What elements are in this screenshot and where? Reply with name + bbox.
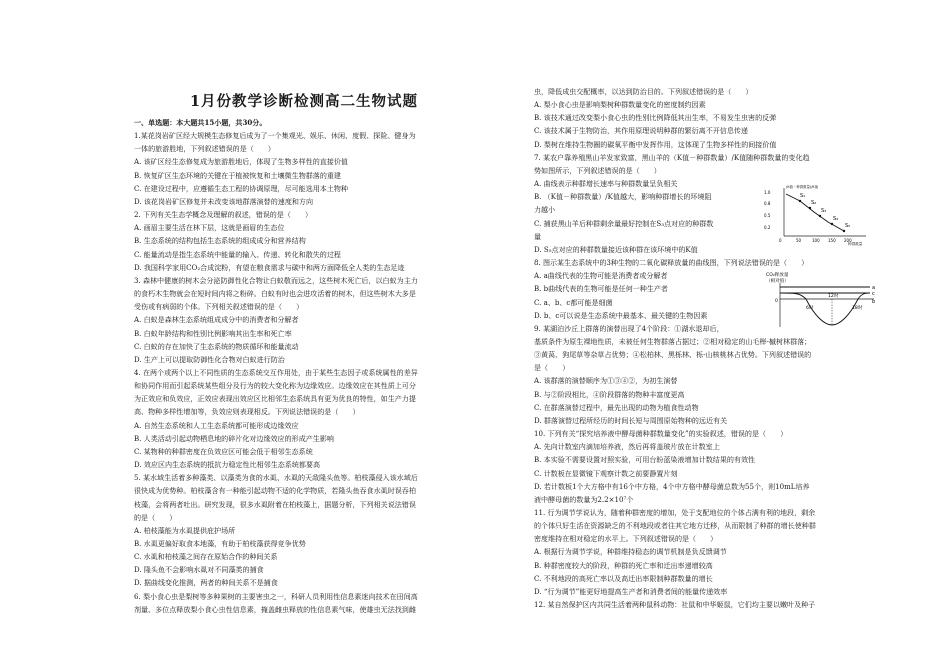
text-line: A. 该群落的演替顺序为①③④②，为初生演替 [534, 376, 678, 386]
label-s4: S₄ [833, 216, 839, 222]
text-line: 的食朽木生物就会在短时间内将之粉碎。白蚁有时也会进攻活着的树木，但这些树木大多是 [134, 289, 416, 299]
page-title: 1月份教学诊断检测高二生物试题 [189, 93, 419, 110]
text-line: A. 该矿区经生态修复成为旅游胜地后，体现了生物多样性的直接价值 [134, 157, 348, 167]
xtick-4: 200 [844, 238, 852, 243]
text-line: B. 种群密度较大的阶段，种群的死亡率和迁出率递增较高 [534, 560, 713, 570]
text-line: 为正效应和负效应，正效应表现出效应区比相邻生态系统具有更为优良的特性，如生产力提 [134, 394, 416, 404]
text-line: 7. 某农户靠养殖黑山羊发家致富，黑山羊的（K值－种群数量）/K值随种群数量的变化趋 [534, 152, 810, 162]
time-12: 12时 [828, 294, 839, 299]
text-line: 10. 下列有关“探究培养液中酵母菌种群数量变化”的实验叙述，错误的是（ ） [534, 429, 788, 439]
question-8-text [534, 243, 878, 269]
text-line: A. 先向计数室内滴加培养液，然后再将盖玻片放在计数室上 [534, 442, 720, 452]
text-line: B. b曲线代表的生物可能是任何一种生产者 [534, 284, 668, 294]
text-line: 11. 行为调节学说认为，随着种群密度的增加，处于支配地位的个体占满有利的地段，剩余 [534, 508, 816, 517]
text-line: A. 柏枝藻能为水虱提供庇护场所 [134, 525, 236, 535]
text-line: 一、单选题：本大题共15小题，共30分。 [134, 118, 267, 127]
text-line: 基质条件为原生裸地性质，未被任何生物群落占据过；②相对稳定的山毛榉-槭树林群落； [534, 336, 812, 346]
text-line: 高、物种多样性增加等，负效应则表现相反。下列说法错误的是（ ） [134, 407, 360, 417]
text-line: 5. 某水域生活着多种藻类、以藻类为食的水虱、水虱的天敌隆头鱼等。柏枝藻侵入该水域后 [134, 473, 418, 483]
text-line: 液中酵母菌的数量为2.2×10⁷个 [534, 494, 634, 504]
text-line: B. （K值－种群数量）/K值越大，影响种群增长的环境阻 [534, 192, 712, 202]
text-line: D. “行为调节”能更好地提高生产者和消费者间的能量传递效率 [534, 586, 728, 596]
text-line: 8. 图示某生态系统中的3种生物的二氧化碳释放量的曲线图，下列说法错误的是（ ） [534, 258, 809, 268]
time-6: 6时 [806, 306, 814, 311]
text-line: D. 隆头鱼不会影响水虱对不同藻类的捕食 [134, 565, 264, 575]
text-line: 1.某花岗岩矿区经大规模生态修复后成为了一个集观光、娱乐、休闲、度假、探险、健身为 [134, 131, 416, 141]
label-s3: S₃ [821, 208, 827, 214]
label-s2: S₂ [811, 200, 817, 206]
text-line: B. 与②阶段相比，④阶段群落的物种丰富度更高 [534, 389, 685, 399]
text-line: 一体的旅游胜地，下列叙述错误的是（ ） [134, 144, 275, 154]
text-line: 势如图所示，下列叙述错误的是（ ） [534, 165, 661, 175]
text-line: A. 曲线表示种群增长速率与种群数量呈负相关 [534, 179, 678, 189]
question-7-text [534, 85, 878, 177]
text-line: 的个体只好生活在资源缺乏的不利地段或者往其它地方迁移，从而限制了种群的增长使种群 [534, 521, 816, 531]
text-line: 的是（ ） [134, 512, 177, 522]
text-line: 剂量、多位点释放梨小食心虫性信息素，掩盖雌虫释放的性信息素气味，使雄虫无法找到雌 [134, 604, 416, 614]
text-line: 受伤或有病弱的个体。下列相关叙述错误的是（ ） [134, 302, 304, 312]
xtick-1: 50 [796, 238, 802, 243]
point-s3 [819, 215, 821, 217]
text-line: A. 梨小食心虫是影响梨树种群数量变化的密度制约因素 [534, 100, 706, 110]
text-line: C. 某物种的种群密度在负效应区可能会低于相邻生态系统 [134, 446, 313, 456]
text-line: B. 恢复矿区生态环境的关键在于植被恢复和土壤微生物群落的重建 [134, 170, 341, 180]
text-line: D. 若计数板1个大方格中有16个中方格，4个中方格中酵母菌总数为55个，则10mL培养 [534, 481, 810, 491]
text-line: C. 在群落演替过程中，最先出现的动物为植食性动物 [534, 402, 699, 412]
text-line: A. 根据行为调节学说，种群维持稳态的调节机制是负反馈调节 [534, 547, 727, 557]
text-line: A. 白蚁是森林生态系统组成成分中的消费者和分解者 [134, 315, 299, 325]
xtick-2: 100 [812, 238, 820, 243]
text-line: C. a、b、c都可能是细菌 [534, 297, 613, 307]
co2-chart [766, 269, 878, 331]
text-line: 力越小 [534, 205, 556, 215]
questions-9-12-text [534, 322, 878, 611]
left-column [134, 94, 479, 616]
text-line: C. 能量流动是指生态系统中能量的输入、传递、转化和散失的过程 [134, 249, 341, 259]
text-line: D. 生产上可以提取防御性化合物对白蚁进行防治 [134, 354, 285, 364]
text-line: 3. 森林中健康的树木会分泌防御性化合物让白蚁敬而远之，这些树木死亡后，以白蚁为主力 [134, 275, 418, 285]
co2-ylabel-1: CO₂释放量 [766, 273, 789, 278]
text-line: D. 梨树在维持生物圈的碳氧平衡中发挥作用，这体现了生物多样性的间接价值 [534, 139, 777, 149]
text-line: B. 人类活动引起动物栖息地的碎片化对边缘效应的形成产生影响 [134, 433, 334, 443]
text-line: B. 本实验不需要设置对照实验，可用台盼蓝染液增加计数结果的有效性 [534, 455, 756, 465]
text-line: 虫，降低成虫交配概率，以达到防治目的。下列叙述错误的是（ ） [534, 87, 753, 96]
text-line: C. 水虱和柏枝藻之间存在原始合作的种间关系 [134, 552, 278, 562]
point-s5 [843, 230, 845, 232]
text-line: A. 画眉主要生活在林下层，这就是画眉的生态位 [134, 223, 285, 233]
label-s1: S₁ [800, 193, 806, 199]
text-line: B. 白蚁年龄结构和性别比例影响其出生率和死亡率 [134, 328, 292, 338]
right-column [534, 85, 878, 611]
text-line: 很快成为优势种。柏枝藻含有一种能引起动物不适的化学物质，若隆头鱼吞食水虱时误吞柏 [134, 486, 416, 496]
ytick-2: 0.8 [764, 201, 771, 206]
point-s2 [809, 207, 811, 209]
co2-figure [766, 269, 878, 331]
ytick-3: 0.5 [764, 213, 771, 218]
curve-a-label: a [872, 285, 876, 291]
text-line: 4. 在两个或两个以上不同性质的生态系统交互作用处，由于某些生态因子或系统属性的差异 [134, 367, 418, 377]
text-line: 12. 某自然保护区内共同生活着两种鼠科动物：社鼠和中华姬鼠，它们均主要以嫩叶及种子 [534, 600, 816, 610]
text-line: B. 生态系统的结构包括生态系统的组成成分和营养结构 [134, 236, 306, 246]
text-line: 密度维持在相对稳定的水平上。下列叙述错误的是（ ） [534, 534, 718, 544]
text-line: 6. 梨小食心虫是梨树等多种果树的主要害虫之一，科研人员利用性信息素迷向技术在田间高 [134, 591, 418, 601]
text-line: C. 在建设过程中，应遵循生态工程的协调原理，尽可能选用本土物种 [134, 183, 348, 193]
text-line: C. 该技术属于生物防治，其作用原理说明种群的繁衍离不开信息传递 [534, 126, 748, 136]
text-line: 和协同作用而引起系统某些组分及行为的较大变化称为边缘效应。边缘效应在其性质上可分 [134, 381, 416, 391]
k-value-figure [762, 184, 870, 246]
text-line: D. S₅点对应的种群数量接近该种群在该环境中的K值 [534, 244, 698, 254]
text-line: D. 效应区内生态系统的抵抗力稳定性比相邻生态系统都要高 [134, 460, 321, 470]
text-line: A. a曲线代表的生物可能是消费者或分解者 [534, 271, 668, 281]
k-value-chart [762, 184, 870, 246]
x-axis-label: 种群数量 [848, 242, 863, 246]
text-line: 9. 某湖泊沙丘上群落的演替出现了4个阶段：①湖水退却后， [534, 323, 724, 333]
text-line: D. 群落演替过程所经历的时间长短与周围原始物种的远近有关 [534, 415, 728, 425]
text-line: B. 水虱更偏好取食本地藻，有助于柏枝藻获得竞争优势 [134, 539, 306, 548]
text-line: B. 该技术通过改变梨小食心虫的性别比例降低其出生率，不易发生虫害的反弹 [534, 113, 777, 123]
text-line: D. b、c可以说是生态系统中最基本、最关键的生物因素 [534, 310, 708, 320]
xtick-3: 150 [828, 238, 836, 243]
ytick-1: 1.0 [764, 190, 771, 195]
co2-origin: 0 [775, 299, 778, 304]
text-line: 是（ ） [534, 363, 570, 373]
curve-b-label: b [872, 299, 876, 305]
point-s4 [831, 223, 833, 225]
origin-label: 0 [779, 238, 782, 243]
time-18: 18时 [852, 306, 863, 311]
co2-ylabel-2: （相对值） [766, 279, 789, 284]
text-line: ③黄莴、狗尾草等杂草占优势；④松柏林、黑栎林、栎-山核桃林占优势。下列叙述错误的 [534, 350, 812, 360]
text-line: C. 白蚁的存在加快了生态系统的物质循环和能量流动 [134, 341, 299, 351]
left-text-block [134, 116, 479, 616]
text-line: C. 捕获黑山羊后种群剩余量最好控制在S₃点对应的种群数 [534, 218, 714, 228]
text-line: C. 计数板在显微镜下观察计数之前要静置片刻 [534, 468, 678, 478]
ytick-4: 0.2 [764, 225, 771, 230]
text-line: D. 我国科学家用CO₂合成淀粉，有望在粮食需求与碳中和两方面降低全人类的生态足迹 [134, 262, 405, 272]
y-axis-label: (K值－种群数量)/K值 [786, 185, 818, 189]
curve-c-label: c [872, 291, 875, 297]
text-line: 枝藻，会将两者吐出。研究发现，很多水虱附着在柏枝藻上，据题分析，下列相关说法错误 [134, 499, 416, 509]
text-line: A. 自然生态系统和人工生态系统都可能形成边缘效应 [134, 420, 299, 430]
text-line: C. 不利地段的高死亡率以及高迁出率限制种群数量的增长 [534, 573, 713, 583]
label-s5: S₅ [845, 223, 851, 229]
text-line: 量 [534, 231, 542, 241]
point-s1 [799, 200, 801, 202]
text-line: D. 据曲线变化推测，两者的种间关系不是捕食 [134, 578, 278, 588]
text-line: 2. 下列有关生态学概念及理解的叙述，错误的是（ ） [134, 210, 313, 220]
text-line: D. 该花岗岩矿区修复并未改变该地群落演替的速度和方向 [134, 196, 314, 206]
